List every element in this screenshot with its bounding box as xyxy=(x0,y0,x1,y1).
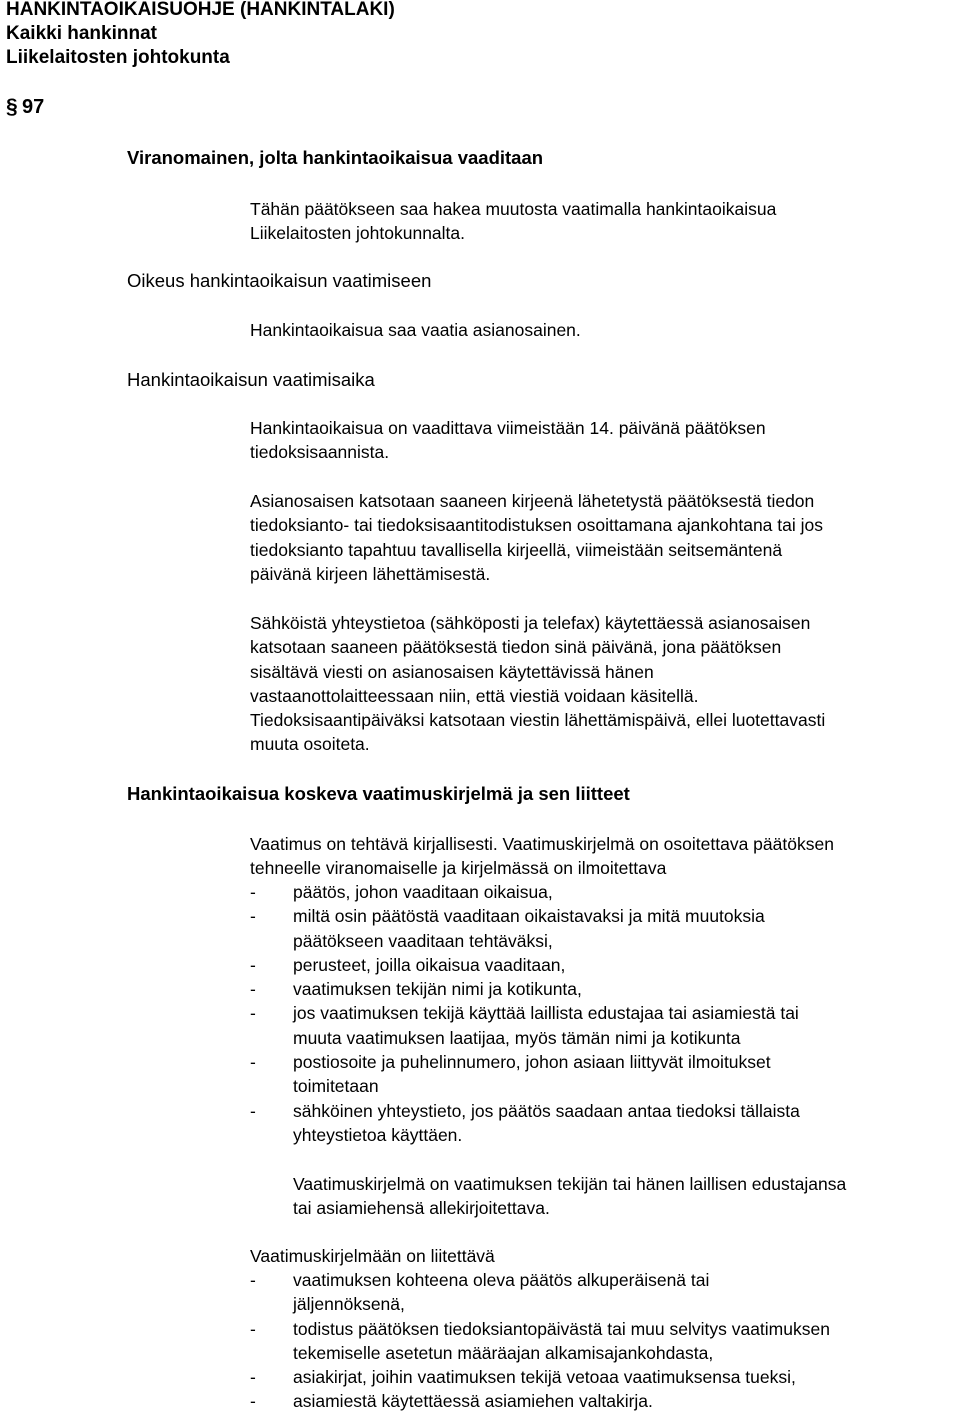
list-item xyxy=(250,1268,960,1317)
text-line: Tiedoksisaantipäiväksi katsotaan viestin lähettämispäivä, ellei luotettavasti xyxy=(250,710,826,731)
text-line: Vaatimuskirjelmään on liitettävä xyxy=(250,1246,495,1266)
list-dash: - xyxy=(250,1367,256,1388)
text-line: Vaatimuskirjelmä on vaatimuksen tekijän tai hänen laillisen edustajansa xyxy=(293,1174,847,1194)
text-line: tehneelle viranomaiselle ja kirjelmässä on ilmoitettava xyxy=(250,858,667,879)
paragraph-kirjelma-intro xyxy=(250,832,834,881)
text-line: Sähköistä yhteystietoa (sähköposti ja telefax) käytettäessä asianosaisen xyxy=(250,613,811,633)
list-item xyxy=(250,1389,960,1413)
text-line: Hankintaoikaisua saa vaatia asianosainen. xyxy=(250,320,581,340)
doc-body-name: Liikelaitosten johtokunta xyxy=(6,47,230,68)
heading-vaatimuskirjelma: Hankintaoikaisua koskeva vaatimuskirjelmä ja sen liitteet xyxy=(127,783,630,804)
attachments-title xyxy=(250,1244,495,1268)
text-line: jäljennöksenä, xyxy=(293,1294,405,1315)
doc-subtitle: Kaikki hankinnat xyxy=(6,23,157,44)
text-line: asiakirjat, joihin vaatimuksen tekijä vetoaa vaatimuksensa tueksi, xyxy=(293,1367,796,1388)
list-item xyxy=(250,1365,960,1389)
paragraph-aika-2 xyxy=(250,489,823,586)
paragraph-aika-3 xyxy=(250,611,825,757)
list-item xyxy=(250,977,960,1001)
text-line: muuta osoiteta. xyxy=(250,734,370,755)
list-dash: - xyxy=(250,906,256,927)
text-line: toimitetaan xyxy=(293,1076,379,1097)
text-line: päätökseen vaaditaan tehtäväksi, xyxy=(293,930,553,951)
paragraph-viranomainen xyxy=(250,197,776,246)
text-line: tiedoksianto tapahtuu tavallisella kirjeellä, viimeistään seitsemäntenä xyxy=(250,539,783,560)
list-item xyxy=(250,1099,960,1148)
heading-viranomainen: Viranomainen, jolta hankintaoikaisua vaaditaan xyxy=(127,147,544,168)
paragraph-oikeus xyxy=(250,318,581,342)
doc-title: HANKINTAOIKAISUOHJE (HANKINTALAKI) xyxy=(6,0,395,20)
list-dash: - xyxy=(250,1100,256,1121)
text-line: perusteet, joilla oikaisua vaaditaan, xyxy=(293,954,566,975)
text-line: Tähän päätökseen saa hakea muutosta vaatimalla hankintaoikaisua xyxy=(250,199,777,219)
heading-oikeus: Oikeus hankintaoikaisun vaatimiseen xyxy=(127,270,432,291)
list-dash: - xyxy=(250,1003,256,1024)
text-line: muuta vaatimuksen laatijaa, myös tämän nimi ja kotikunta xyxy=(293,1027,741,1048)
paragraph-signature xyxy=(293,1172,846,1221)
text-line: tai asiamiehensä allekirjoitettava. xyxy=(293,1198,550,1219)
text-line: vaatimuksen tekijän nimi ja kotikunta, xyxy=(293,979,582,1000)
text-line: asiamiestä käytettäessä asiamiehen valtakirja. xyxy=(293,1391,653,1412)
text-line: tiedoksianto- tai tiedoksisaantitodistuksen osoittamana ajankohtana tai jos xyxy=(250,515,823,536)
text-line: miltä osin päätöstä vaaditaan oikaistavaksi ja mitä muutoksia xyxy=(293,906,765,927)
text-line: Vaatimus on tehtävä kirjallisesti. Vaatimuskirjelmä on osoitettava päätöksen xyxy=(250,834,834,854)
section-symbol: § xyxy=(6,95,18,118)
list-dash: - xyxy=(250,1391,256,1412)
list-item xyxy=(250,953,960,977)
list-dash: - xyxy=(250,979,256,1000)
text-line: Asianosaisen katsotaan saaneen kirjeenä lähetetystä päätöksestä tiedon xyxy=(250,491,815,511)
list-item xyxy=(250,1317,960,1366)
section-number: 97 xyxy=(22,96,45,118)
text-line: päivänä kirjeen lähettämisestä. xyxy=(250,563,491,584)
list-item xyxy=(250,880,960,904)
list-item xyxy=(250,1050,960,1099)
text-line: postiosoite ja puhelinnumero, johon asiaan liittyvät ilmoitukset xyxy=(293,1052,771,1073)
text-line: todistus päätöksen tiedoksiantopäivästä tai muu selvitys vaatimuksen xyxy=(293,1318,830,1339)
requirements-list xyxy=(250,880,960,1147)
list-dash: - xyxy=(250,882,256,902)
list-dash: - xyxy=(250,1270,256,1290)
text-line: katsotaan saaneen päätöksestä tiedon sinä päivänä, jona päätöksen xyxy=(250,637,782,658)
text-line: sisältävä viesti on asianosaisen käytettävissä hänen xyxy=(250,661,654,682)
list-dash: - xyxy=(250,1318,256,1339)
text-line: yhteystietoa käyttäen. xyxy=(293,1124,463,1145)
text-line: jos vaatimuksen tekijä käyttää laillista edustajaa tai asiamiestä tai xyxy=(293,1003,799,1024)
text-line: vaatimuksen kohteena oleva päätös alkuperäisenä tai xyxy=(293,1270,710,1290)
text-line: tiedoksisaannista. xyxy=(250,442,390,463)
list-dash: - xyxy=(250,1052,256,1073)
list-item xyxy=(250,1001,960,1050)
heading-vaatimisaika: Hankintaoikaisun vaatimisaika xyxy=(127,369,375,390)
text-line: Hankintaoikaisua on vaadittava viimeistään 14. päivänä päätöksen xyxy=(250,418,766,438)
attachments-list xyxy=(250,1268,960,1414)
list-item xyxy=(250,904,960,953)
text-line: vastaanottolaitteessaan niin, että viestiä voidaan käsitellä. xyxy=(250,685,699,706)
text-line: päätös, johon vaaditaan oikaisua, xyxy=(293,882,553,902)
text-line: sähköinen yhteystieto, jos päätös saadaan antaa tiedoksi tällaista xyxy=(293,1100,800,1121)
text-line: Liikelaitosten johtokunnalta. xyxy=(250,223,466,244)
paragraph-aika-1 xyxy=(250,416,766,465)
list-dash: - xyxy=(250,954,256,975)
text-line: tekemiselle asetetun määräajan alkamisajankohdasta, xyxy=(293,1342,714,1363)
